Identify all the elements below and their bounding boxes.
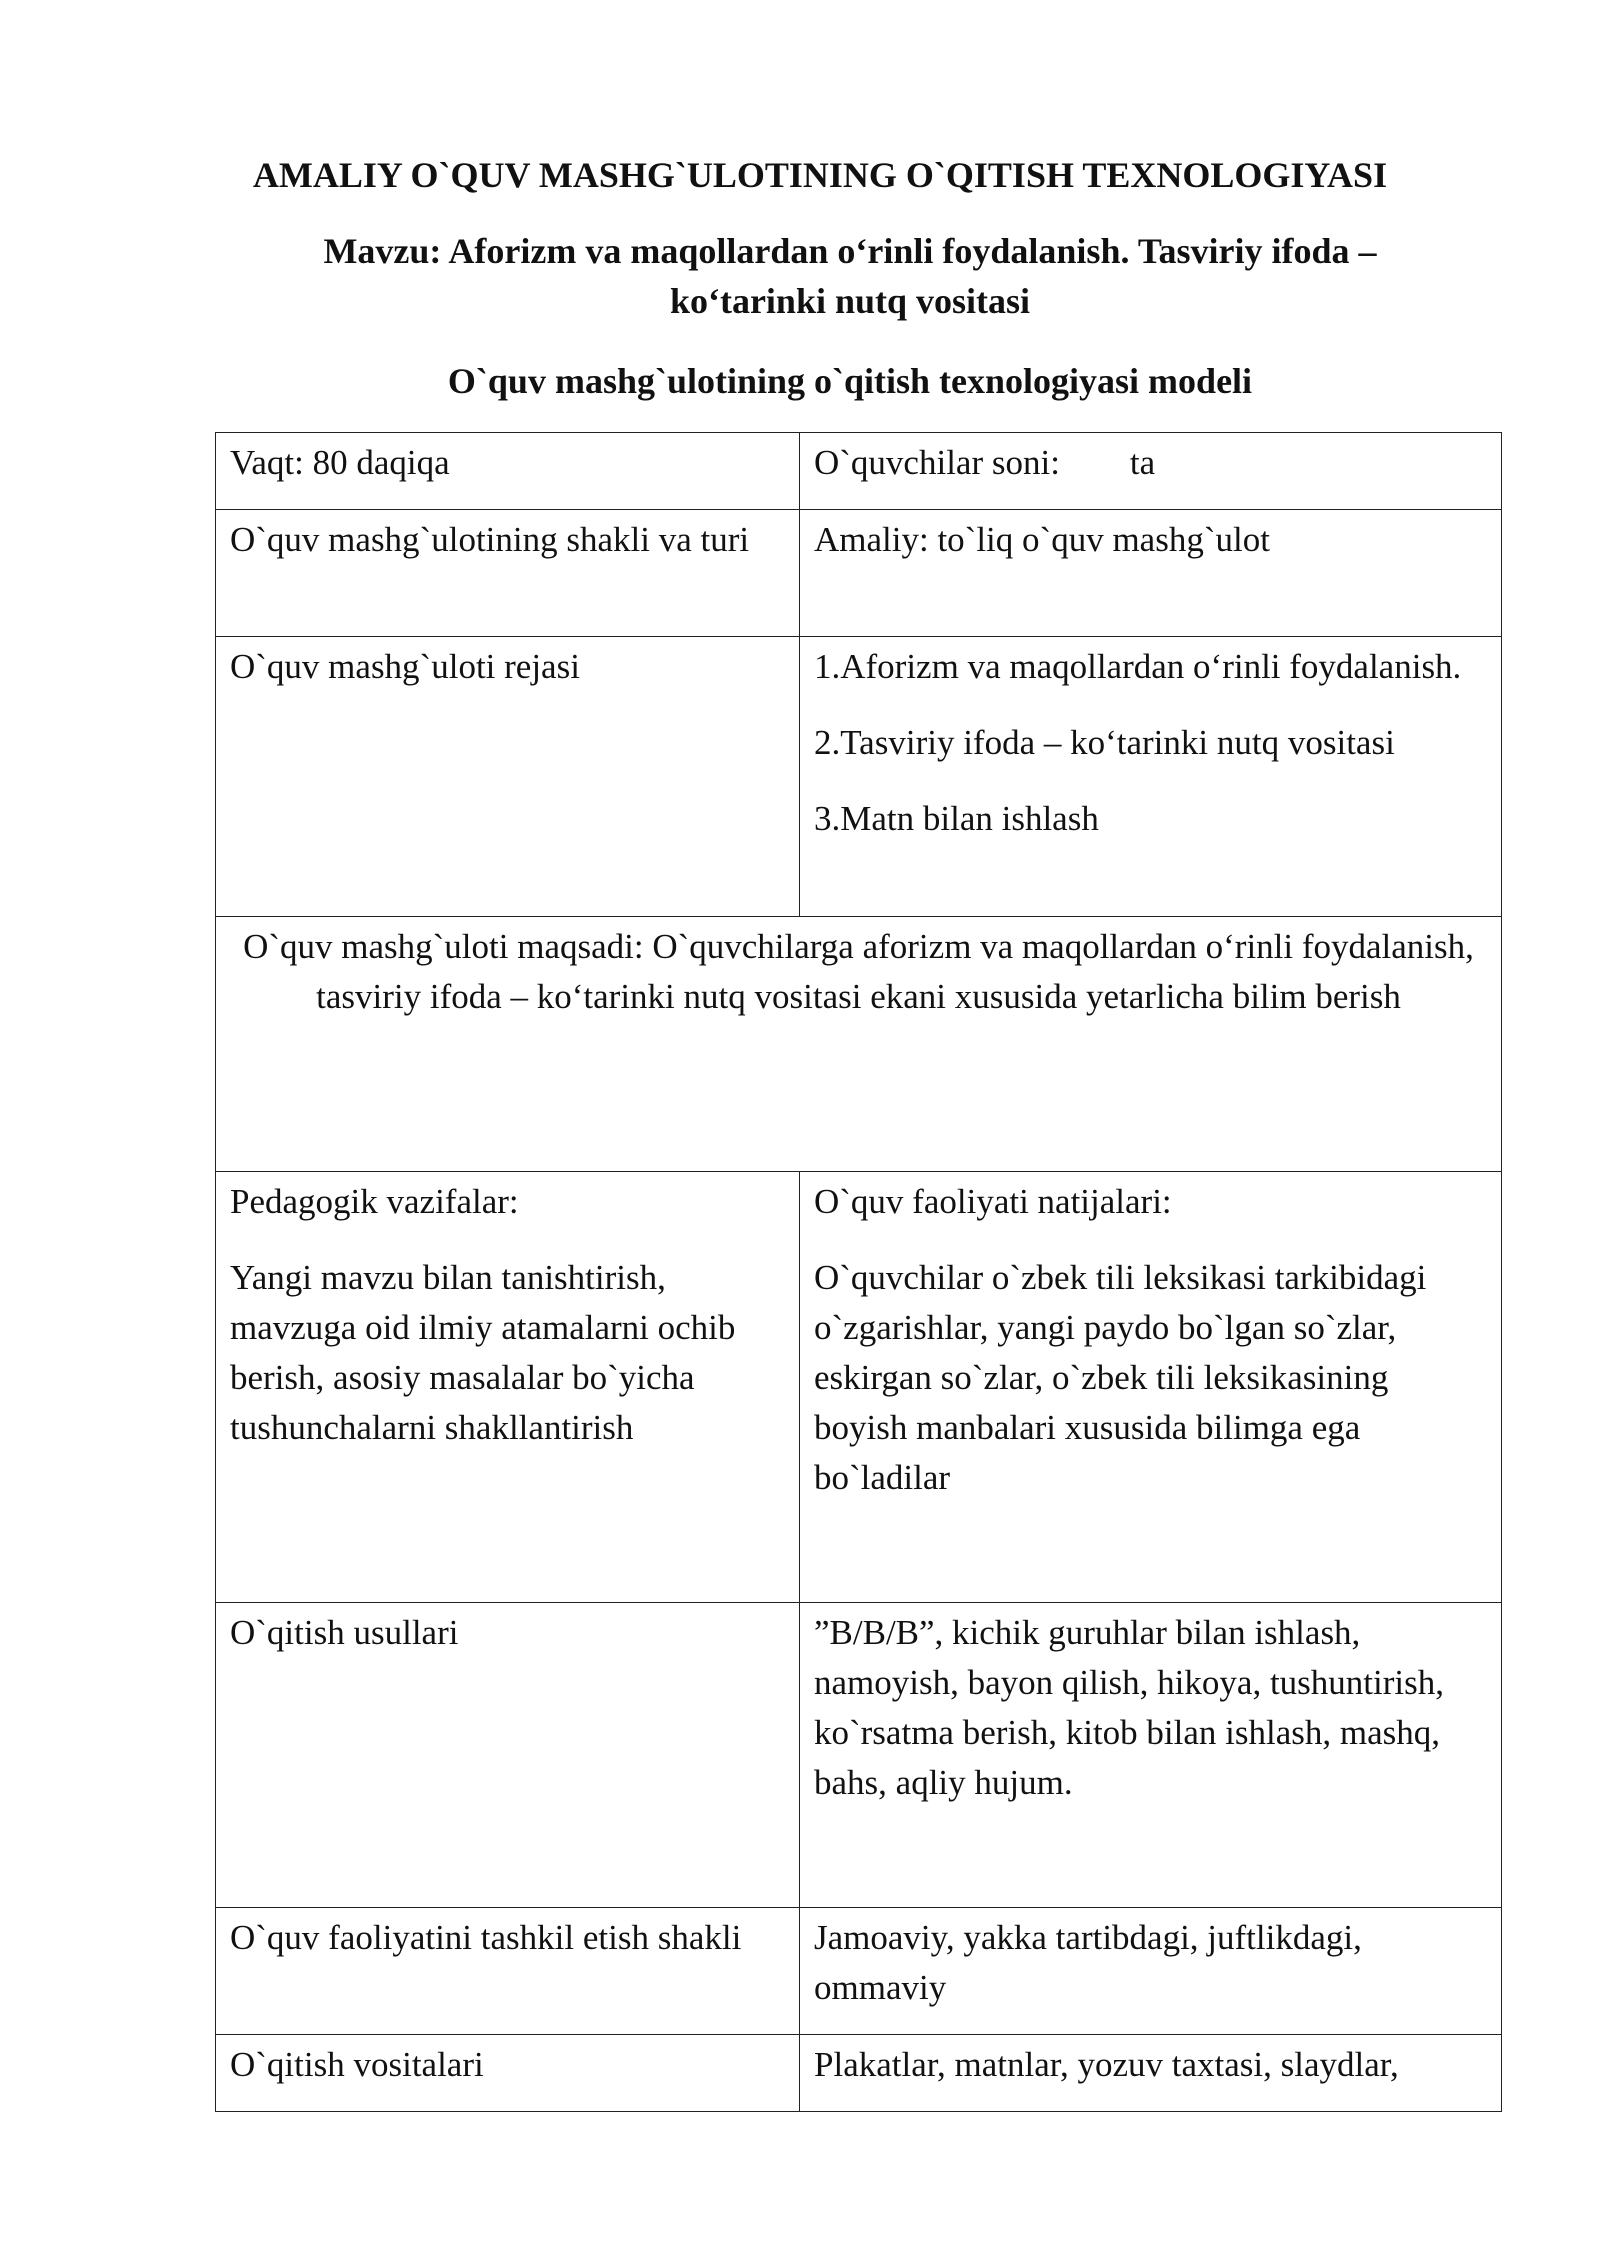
plan-item-1: 1.Aforizm va maqollardan o‘rinli foydalanish. <box>814 647 1462 686</box>
plan-item-3: 3.Matn bilan ishlash <box>814 799 1099 838</box>
cell-methods-value: ”B/B/B”, kichik guruhlar bilan ishlash, namoyish, bayon qilish, hikoya, tushuntirish, ko`rsatma berish, kitob bilan ishlash, mashq, bahs, aqliy hujum. <box>800 1603 1502 1908</box>
table-row <box>216 433 1502 510</box>
table-row <box>216 1172 1502 1603</box>
document-title: AMALIY O`QUV MASHG`ULOTINING O`QITISH TEXNOLOGIYASI <box>252 155 1388 195</box>
table-row <box>216 637 1502 917</box>
lesson-plan-table <box>215 432 1502 2112</box>
cell-organization-value: Jamoaviy, yakka tartibdagi, juftlikdagi, ommaviy <box>800 1908 1502 2035</box>
topic-heading: Mavzu: Aforizm va maqollardan o‘rinli foydalanish. Tasviriy ifoda – ko‘tarinki nutq vositasi <box>323 231 1377 321</box>
cell-organization-label: O`quv faoliyatini tashkil etish shakli <box>216 1908 800 2035</box>
table-row <box>216 1603 1502 1908</box>
cell-goal: O`quv mashg`uloti maqsadi: O`quvchilarga aforizm va maqollardan o‘rinli foydalanish, tasviriy ifoda – ko‘tarinki nutq vositasi ekani xususida yetarlicha bilim berish <box>216 917 1502 1172</box>
cell-methods-label: O`qitish usullari <box>216 1603 800 1908</box>
cell-form-value: Amaliy: to`liq o`quv mashg`ulot <box>800 510 1502 637</box>
table-row <box>216 510 1502 637</box>
cell-learning-outcomes <box>800 1172 1502 1603</box>
cell-student-count: O`quvchilar soni: ta <box>800 433 1502 510</box>
cell-time: Vaqt: 80 daqiqa <box>216 433 800 510</box>
table-row <box>216 917 1502 1172</box>
cell-pedagogical-tasks <box>216 1172 800 1603</box>
learning-outcomes-heading: O`quv faoliyati natijalari: <box>814 1182 1172 1221</box>
plan-item-2: 2.Tasviriy ifoda – ko‘tarinki nutq vositasi <box>814 723 1395 762</box>
table-row <box>216 1908 1502 2035</box>
pedagogical-tasks-body: Yangi mavzu bilan tanishtirish, mavzuga oid ilmiy atamalarni ochib berish, asosiy masalalar bo`yicha tushunchalarni shakllantirish <box>230 1258 736 1447</box>
cell-form-label: O`quv mashg`ulotining shakli va turi <box>216 510 800 637</box>
cell-tools-label: O`qitish vositalari <box>216 2035 800 2112</box>
pedagogical-tasks-heading: Pedagogik vazifalar: <box>230 1182 519 1221</box>
cell-plan-items <box>800 637 1502 917</box>
model-subtitle: O`quv mashg`ulotining o`qitish texnologiyasi modeli <box>447 361 1253 401</box>
cell-plan-label: O`quv mashg`uloti rejasi <box>216 637 800 917</box>
table-row <box>216 2035 1502 2112</box>
cell-tools-value: Plakatlar, matnlar, yozuv taxtasi, slaydlar, <box>800 2035 1502 2112</box>
learning-outcomes-body: O`quvchilar o`zbek tili leksikasi tarkibidagi o`zgarishlar, yangi paydo bo`lgan so`zlar, eskirgan so`zlar, o`zbek tili leksikasining boyish manbalari xususida bilimga ega bo`ladilar <box>814 1258 1427 1497</box>
